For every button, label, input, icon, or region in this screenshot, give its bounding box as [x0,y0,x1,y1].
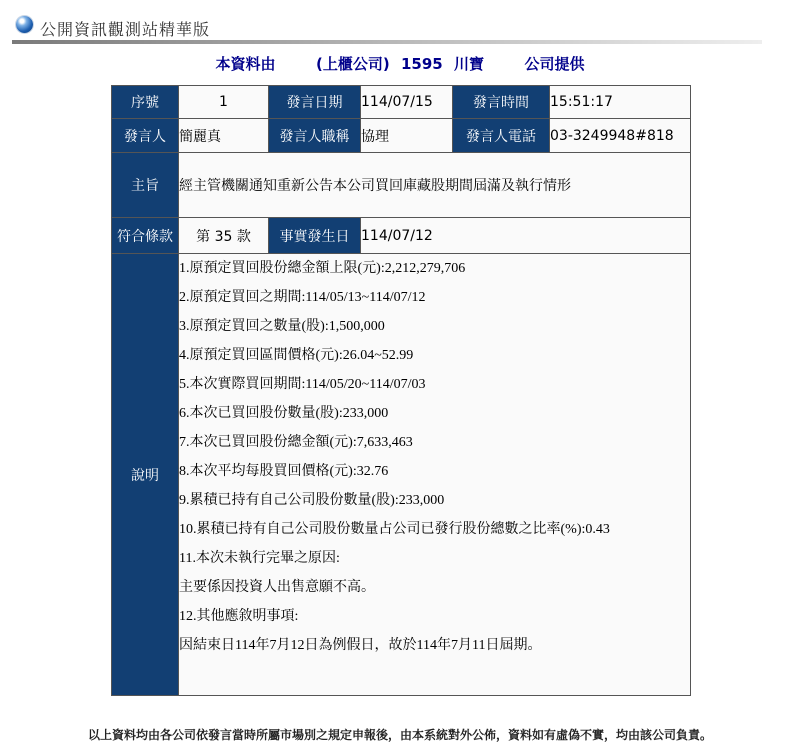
speaker-title-label: 發言人職稱 [269,119,361,153]
clause-label: 符合條款 [112,218,179,254]
globe-icon [16,16,33,33]
description-line: 7.本次已買回股份總金額(元):7,633,463 [179,435,413,450]
description-line: 3.原預定買回之數量(股):1,500,000 [179,319,385,334]
clause-value: 第 35 款 [179,218,269,254]
site-header [12,10,762,46]
time-value: 15:51:17 [550,86,691,119]
description-label: 說明 [112,254,179,696]
seq-label: 序號 [112,86,179,119]
table-row [112,254,691,696]
speaker-label: 發言人 [112,119,179,153]
fact-date-label: 事實發生日 [269,218,361,254]
speaker-phone-label: 發言人電話 [453,119,550,153]
description-line: 主要係因投資人出售意願不高。 [179,580,375,595]
subject-value: 經主管機關通知重新公告本公司買回庫藏股期間屆滿及執行情形 [179,153,691,218]
description-content [179,254,691,696]
date-value: 114/07/15 [361,86,453,119]
description-line: 1.原預定買回股份總金額上限(元):2,212,279,706 [179,261,466,276]
footer-notice: 以上資料均由各公司依發言當時所屬市場別之規定申報後，由本系統對外公佈，資料如有虛偽不實，均由該公司負責。 [87,728,712,742]
source-suffix: 公司提供 [524,55,585,73]
table-row [112,153,691,218]
description-line: 5.本次實際買回期間:114/05/20~114/07/03 [179,377,426,392]
source-line [0,53,800,74]
source-prefix: 本資料由 [215,55,276,73]
site-title: 公開資訊觀測站精華版 [40,20,211,39]
date-label: 發言日期 [269,86,361,119]
source-company-name: 川寶 [453,55,484,73]
source-market: (上櫃公司) [316,55,390,73]
description-line: 4.原預定買回區間價格(元):26.04~52.99 [179,348,414,363]
description-line: 11.本次未執行完畢之原因: [179,551,340,566]
description-line: 10.累積已持有自己公司股份數量占公司已發行股份總數之比率(%):0.43 [179,522,610,537]
description-line: 2.原預定買回之期間:114/05/13~114/07/12 [179,290,426,305]
description-line: 12.其他應敘明事項: [179,609,299,624]
source-code: 1595 [400,55,443,73]
description-line: 8.本次平均每股買回價格(元):32.76 [179,464,389,479]
speaker-value: 簡麗真 [179,119,269,153]
table-row [112,218,691,254]
subject-label: 主旨 [112,153,179,218]
seq-value: 1 [179,86,269,119]
table-row [112,86,691,119]
time-label: 發言時間 [453,86,550,119]
header-divider [12,40,762,44]
description-line: 9.累積已持有自己公司股份數量(股):233,000 [179,493,445,508]
table-row [112,119,691,153]
speaker-phone-value: 03-3249948#818 [550,119,691,153]
fact-date-value: 114/07/12 [361,218,691,254]
announcement-table [111,85,691,696]
description-line: 因結束日114年7月12日為例假日，故於114年7月11日屆期。 [179,638,542,653]
description-line: 6.本次已買回股份數量(股):233,000 [179,406,389,421]
speaker-title-value: 協理 [361,119,453,153]
